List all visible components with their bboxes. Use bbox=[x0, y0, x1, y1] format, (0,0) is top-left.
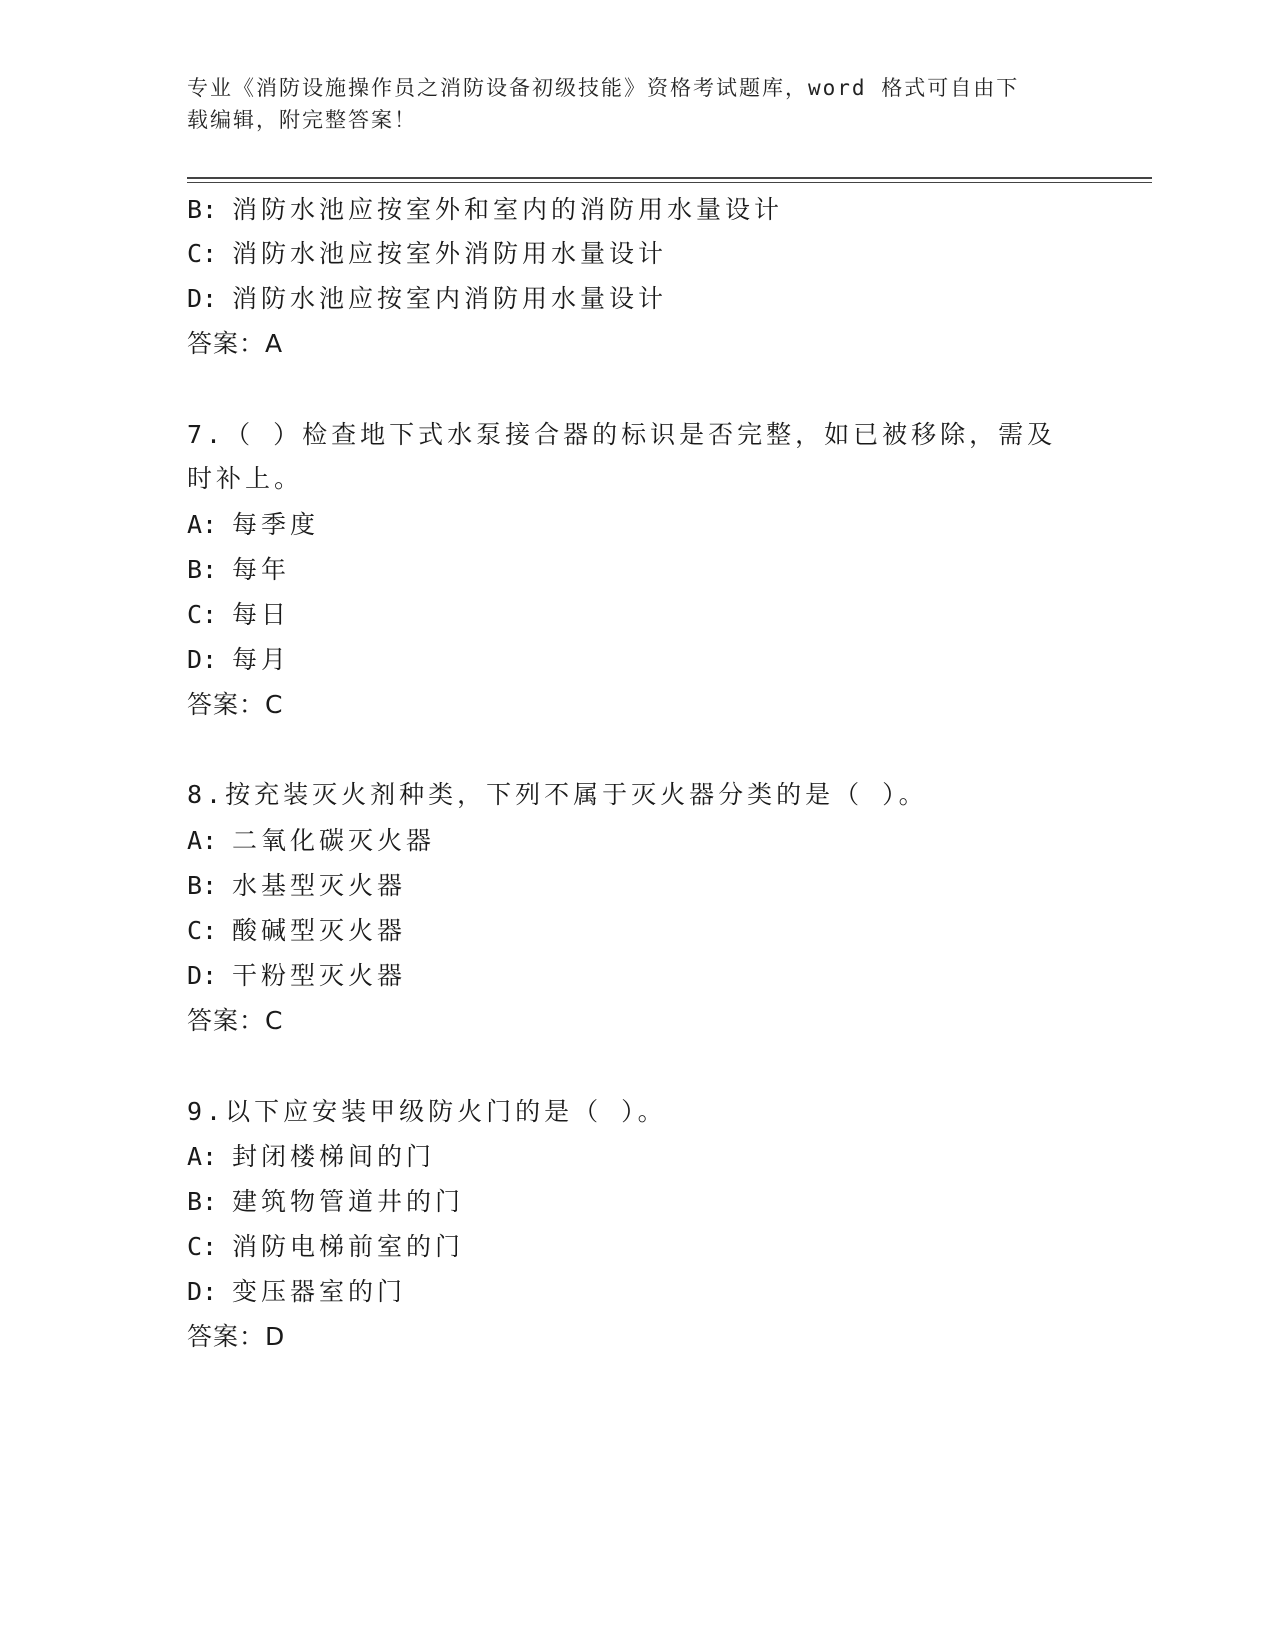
q7-answer: 答案：C bbox=[187, 690, 284, 719]
q8-option-b: B: 水基型灭火器 bbox=[187, 871, 407, 900]
header-line-1: 专业《消防设施操作员之消防设备初级技能》资格考试题库，word 格式可自由下 bbox=[187, 76, 1020, 100]
q9-option-a: A: 封闭楼梯间的门 bbox=[187, 1142, 436, 1171]
q6-answer: 答案：A bbox=[187, 329, 284, 358]
q7-option-c: C: 每日 bbox=[187, 600, 291, 629]
q6-option-c: C: 消防水池应按室外消防用水量设计 bbox=[187, 239, 668, 268]
q8-stem: 8.按充装灭火剂种类，下列不属于灭火器分类的是（ ）。 bbox=[187, 780, 928, 809]
header-divider-thick bbox=[187, 177, 1152, 179]
q7-stem-line-2: 时补上。 bbox=[187, 464, 304, 493]
q8-option-d: D: 干粉型灭火器 bbox=[187, 961, 407, 990]
q6-option-b: B: 消防水池应按室外和室内的消防用水量设计 bbox=[187, 195, 784, 224]
q7-option-b: B: 每年 bbox=[187, 555, 291, 584]
q9-option-b: B: 建筑物管道井的门 bbox=[187, 1187, 465, 1216]
header-divider-thin bbox=[187, 182, 1152, 183]
q9-option-d: D: 变压器室的门 bbox=[187, 1277, 407, 1306]
q9-option-c: C: 消防电梯前室的门 bbox=[187, 1232, 465, 1261]
document-header bbox=[187, 72, 1067, 136]
q9-answer: 答案：D bbox=[187, 1322, 286, 1351]
q7-option-a: A: 每季度 bbox=[187, 510, 320, 539]
header-line-2: 载编辑，附完整答案！ bbox=[187, 108, 417, 132]
q8-option-a: A: 二氧化碳灭火器 bbox=[187, 826, 436, 855]
q9-stem: 9.以下应安装甲级防火门的是（ ）。 bbox=[187, 1097, 667, 1126]
q8-option-c: C: 酸碱型灭火器 bbox=[187, 916, 407, 945]
q7-stem-line-1: 7.（ ）检查地下式水泵接合器的标识是否完整，如已被移除，需及 bbox=[187, 420, 1057, 449]
q6-option-d: D: 消防水池应按室内消防用水量设计 bbox=[187, 284, 668, 313]
q8-answer: 答案：C bbox=[187, 1006, 284, 1035]
q7-option-d: D: 每月 bbox=[187, 645, 291, 674]
